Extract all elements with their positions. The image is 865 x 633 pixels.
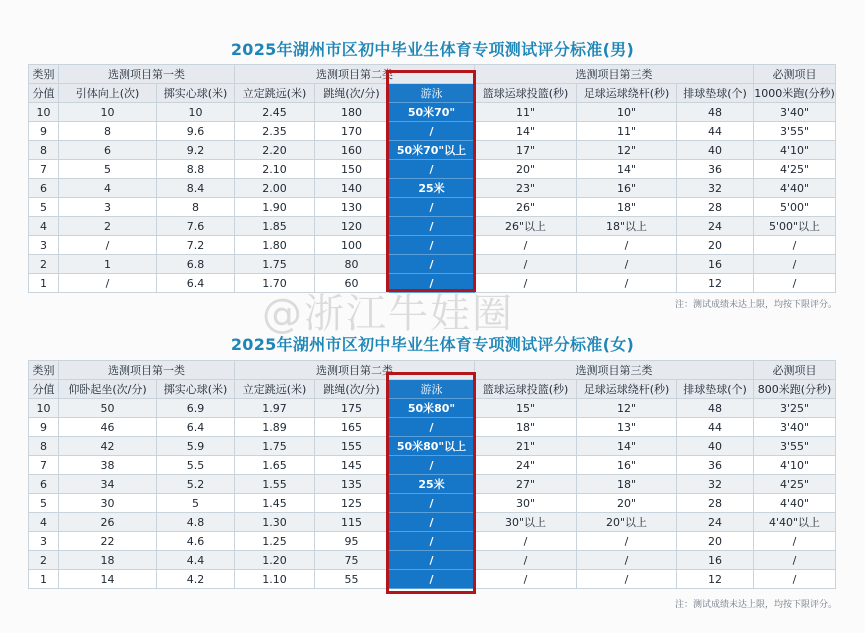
score-cell: 6 <box>29 475 59 494</box>
table-cell: 1.10 <box>235 570 315 589</box>
table-cell: 3 <box>59 198 157 217</box>
table-cell: 24 <box>677 217 754 236</box>
table-cell: 18" <box>577 198 677 217</box>
table-cell: / <box>475 255 577 274</box>
table-cell: / <box>577 236 677 255</box>
score-cell: 9 <box>29 122 59 141</box>
table-row <box>29 141 836 160</box>
table-cell: 4.2 <box>157 570 235 589</box>
table-row <box>29 198 836 217</box>
column-header: 掷实心球(米) <box>157 84 235 103</box>
female-score-table <box>28 360 836 589</box>
table-row <box>29 532 836 551</box>
male-score-table <box>28 64 836 293</box>
table-cell: 2.35 <box>235 122 315 141</box>
table-cell: 115 <box>315 513 389 532</box>
table-cell: 4'25" <box>754 475 836 494</box>
table-cell: 135 <box>315 475 389 494</box>
table-cell: 12 <box>677 570 754 589</box>
group1-header: 选测项目第一类 <box>59 361 235 380</box>
table-cell: 100 <box>315 236 389 255</box>
table-cell: 80 <box>315 255 389 274</box>
table-cell: 1.30 <box>235 513 315 532</box>
score-cell: 3 <box>29 532 59 551</box>
table-cell: 24 <box>677 513 754 532</box>
table-cell: 16 <box>677 255 754 274</box>
table-cell: / <box>577 532 677 551</box>
table-cell: / <box>577 274 677 293</box>
table-cell: 40 <box>677 141 754 160</box>
table-cell: 1.80 <box>235 236 315 255</box>
table-cell: 38 <box>59 456 157 475</box>
table-cell: 14 <box>59 570 157 589</box>
table-row <box>29 570 836 589</box>
table-cell: 32 <box>677 179 754 198</box>
table-row <box>29 122 836 141</box>
score-cell: 4 <box>29 217 59 236</box>
table-cell: 140 <box>315 179 389 198</box>
table-cell: 1 <box>59 255 157 274</box>
column-header: 足球运球绕杆(秒) <box>577 380 677 399</box>
table-cell: 50 <box>59 399 157 418</box>
table-cell: 4.4 <box>157 551 235 570</box>
table-cell: 10" <box>577 103 677 122</box>
table-cell: / <box>389 570 475 589</box>
table-row <box>29 437 836 456</box>
table-cell: 4'40" <box>754 494 836 513</box>
table-cell: / <box>754 236 836 255</box>
female-table-title: 2025年湖州市区初中毕业生体育专项测试评分标准(女) <box>230 335 635 354</box>
table-cell: 12" <box>577 141 677 160</box>
table-row <box>29 551 836 570</box>
table-cell: 24" <box>475 456 577 475</box>
table-cell: 2.00 <box>235 179 315 198</box>
score-cell: 7 <box>29 456 59 475</box>
score-cell: 4 <box>29 513 59 532</box>
table-cell: 30" <box>475 494 577 513</box>
table-cell: 125 <box>315 494 389 513</box>
table-row <box>29 513 836 532</box>
table-cell: 1.55 <box>235 475 315 494</box>
table-cell: 60 <box>315 274 389 293</box>
score-cell: 3 <box>29 236 59 255</box>
table-cell: 160 <box>315 141 389 160</box>
table-cell: 34 <box>59 475 157 494</box>
table-cell: 18" <box>577 475 677 494</box>
table-cell: 16" <box>577 179 677 198</box>
table-cell: 18"以上 <box>577 217 677 236</box>
table-cell: / <box>754 570 836 589</box>
table-cell: 21" <box>475 437 577 456</box>
category-header: 类别 <box>29 361 59 380</box>
table-cell: / <box>389 217 475 236</box>
table-cell: 11" <box>475 103 577 122</box>
table-row <box>29 494 836 513</box>
table-cell: / <box>754 551 836 570</box>
score-cell: 7 <box>29 160 59 179</box>
female-header-group-row <box>29 361 836 380</box>
table-cell: / <box>389 532 475 551</box>
female-header-columns-row <box>29 380 836 399</box>
table-cell: / <box>389 494 475 513</box>
column-header: 引体向上(次) <box>59 84 157 103</box>
group4-header: 必测项目 <box>754 65 836 84</box>
table-cell: 17" <box>475 141 577 160</box>
table-cell: 2.20 <box>235 141 315 160</box>
table-cell: 8.8 <box>157 160 235 179</box>
table-cell: 55 <box>315 570 389 589</box>
table-cell: 2.45 <box>235 103 315 122</box>
category-header: 类别 <box>29 65 59 84</box>
table-row <box>29 255 836 274</box>
table-cell: 28 <box>677 198 754 217</box>
table-cell: 50米80" <box>389 399 475 418</box>
table-cell: 23" <box>475 179 577 198</box>
table-cell: 150 <box>315 160 389 179</box>
table-cell: 170 <box>315 122 389 141</box>
table-cell: 2 <box>59 217 157 236</box>
table-cell: 44 <box>677 418 754 437</box>
table-cell: 4'25" <box>754 160 836 179</box>
column-header: 仰卧起坐(次/分) <box>59 380 157 399</box>
table-cell: 50米70"以上 <box>389 141 475 160</box>
table-cell: 5'00"以上 <box>754 217 836 236</box>
table-row <box>29 179 836 198</box>
table-cell: 95 <box>315 532 389 551</box>
table-cell: / <box>389 255 475 274</box>
column-header: 分值 <box>29 84 59 103</box>
column-header: 1000米跑(分秒) <box>754 84 836 103</box>
table-row <box>29 456 836 475</box>
table-cell: 20" <box>475 160 577 179</box>
table-cell: 5.9 <box>157 437 235 456</box>
table-cell: 75 <box>315 551 389 570</box>
table-cell: 40 <box>677 437 754 456</box>
table-cell: 4'10" <box>754 141 836 160</box>
table-cell: / <box>475 551 577 570</box>
table-cell: 3'25" <box>754 399 836 418</box>
table-cell: 48 <box>677 399 754 418</box>
table-cell: 6.9 <box>157 399 235 418</box>
table-cell: 1.90 <box>235 198 315 217</box>
table-cell: 8 <box>157 198 235 217</box>
table-cell: 26" <box>475 198 577 217</box>
table-cell: / <box>475 570 577 589</box>
table-cell: 13" <box>577 418 677 437</box>
table-cell: 25米 <box>389 475 475 494</box>
table-row <box>29 160 836 179</box>
table-cell: 165 <box>315 418 389 437</box>
table-cell: 5'00" <box>754 198 836 217</box>
table-cell: 8.4 <box>157 179 235 198</box>
table-cell: 8 <box>59 122 157 141</box>
table-cell: / <box>475 532 577 551</box>
table-cell: 6.4 <box>157 274 235 293</box>
table-cell: / <box>389 122 475 141</box>
female-note: 注：测试成绩未达上限，均按下限评分。 <box>674 600 837 610</box>
score-cell: 5 <box>29 494 59 513</box>
table-cell: 36 <box>677 456 754 475</box>
table-cell: 20"以上 <box>577 513 677 532</box>
table-cell: / <box>389 236 475 255</box>
table-cell: 120 <box>315 217 389 236</box>
table-cell: / <box>754 274 836 293</box>
table-cell: 42 <box>59 437 157 456</box>
table-cell: 14" <box>577 437 677 456</box>
male-note: 注：测试成绩未达上限，均按下限评分。 <box>674 300 837 310</box>
score-cell: 5 <box>29 198 59 217</box>
table-cell: 1.65 <box>235 456 315 475</box>
table-cell: / <box>389 456 475 475</box>
score-cell: 2 <box>29 255 59 274</box>
table-cell: 1.70 <box>235 274 315 293</box>
table-cell: 3'55" <box>754 437 836 456</box>
table-cell: 28 <box>677 494 754 513</box>
table-cell: 7.2 <box>157 236 235 255</box>
column-header: 篮球运球投篮(秒) <box>475 380 577 399</box>
column-header: 跳绳(次/分) <box>315 84 389 103</box>
table-cell: / <box>389 418 475 437</box>
table-cell: / <box>389 551 475 570</box>
male-header-group-row <box>29 65 836 84</box>
table-cell: / <box>59 274 157 293</box>
group2-header: 选测项目第二类 <box>235 65 475 84</box>
table-cell: / <box>59 236 157 255</box>
table-row <box>29 274 836 293</box>
table-cell: 6 <box>59 141 157 160</box>
column-header: 排球垫球(个) <box>677 84 754 103</box>
table-cell: 16 <box>677 551 754 570</box>
table-cell: 36 <box>677 160 754 179</box>
table-cell: 26 <box>59 513 157 532</box>
table-cell: 9.6 <box>157 122 235 141</box>
table-cell: / <box>389 513 475 532</box>
table-cell: 30 <box>59 494 157 513</box>
table-cell: 1.97 <box>235 399 315 418</box>
table-cell: 7.6 <box>157 217 235 236</box>
table-cell: / <box>389 198 475 217</box>
table-cell: 9.2 <box>157 141 235 160</box>
table-cell: 4 <box>59 179 157 198</box>
table-row <box>29 236 836 255</box>
table-cell: / <box>475 274 577 293</box>
table-cell: 20 <box>677 532 754 551</box>
score-cell: 1 <box>29 570 59 589</box>
group1-header: 选测项目第一类 <box>59 65 235 84</box>
table-cell: 3'40" <box>754 103 836 122</box>
table-cell: 12 <box>677 274 754 293</box>
table-cell: 12" <box>577 399 677 418</box>
table-cell: 46 <box>59 418 157 437</box>
table-cell: 11" <box>577 122 677 141</box>
table-cell: 4'40"以上 <box>754 513 836 532</box>
table-cell: / <box>389 160 475 179</box>
table-row <box>29 475 836 494</box>
table-cell: 145 <box>315 456 389 475</box>
table-cell: 4.6 <box>157 532 235 551</box>
table-cell: 4'40" <box>754 179 836 198</box>
table-cell: 32 <box>677 475 754 494</box>
male-header-columns-row <box>29 84 836 103</box>
column-header: 掷实心球(米) <box>157 380 235 399</box>
table-cell: 18 <box>59 551 157 570</box>
table-cell: 1.75 <box>235 255 315 274</box>
table-cell: 5 <box>59 160 157 179</box>
table-row <box>29 399 836 418</box>
table-cell: / <box>577 570 677 589</box>
table-cell: 25米 <box>389 179 475 198</box>
male-table-title: 2025年湖州市区初中毕业生体育专项测试评分标准(男) <box>230 40 635 59</box>
column-header: 立定跳远(米) <box>235 380 315 399</box>
table-cell: 1.75 <box>235 437 315 456</box>
table-cell: 1.25 <box>235 532 315 551</box>
table-row <box>29 217 836 236</box>
table-row <box>29 418 836 437</box>
table-cell: 3'40" <box>754 418 836 437</box>
column-header: 立定跳远(米) <box>235 84 315 103</box>
table-cell: 175 <box>315 399 389 418</box>
table-cell: / <box>389 274 475 293</box>
table-cell: 1.20 <box>235 551 315 570</box>
table-cell: 10 <box>157 103 235 122</box>
table-cell: 30"以上 <box>475 513 577 532</box>
column-header: 篮球运球投篮(秒) <box>475 84 577 103</box>
table-cell: 130 <box>315 198 389 217</box>
table-cell: 5 <box>157 494 235 513</box>
table-cell: / <box>754 532 836 551</box>
column-header: 游泳 <box>389 84 475 103</box>
score-cell: 8 <box>29 141 59 160</box>
group3-header: 选测项目第三类 <box>475 65 754 84</box>
table-cell: 14" <box>475 122 577 141</box>
table-cell: 18" <box>475 418 577 437</box>
score-cell: 10 <box>29 399 59 418</box>
column-header: 800米跑(分秒) <box>754 380 836 399</box>
table-cell: 4'10" <box>754 456 836 475</box>
column-header: 分值 <box>29 380 59 399</box>
table-cell: 15" <box>475 399 577 418</box>
table-cell: 44 <box>677 122 754 141</box>
score-cell: 10 <box>29 103 59 122</box>
table-cell: 10 <box>59 103 157 122</box>
table-cell: 3'55" <box>754 122 836 141</box>
table-cell: 180 <box>315 103 389 122</box>
table-cell: / <box>475 236 577 255</box>
score-cell: 9 <box>29 418 59 437</box>
table-cell: 20" <box>577 494 677 513</box>
score-cell: 8 <box>29 437 59 456</box>
score-cell: 1 <box>29 274 59 293</box>
group2-header: 选测项目第二类 <box>235 361 475 380</box>
table-cell: 14" <box>577 160 677 179</box>
table-cell: / <box>577 551 677 570</box>
table-cell: 48 <box>677 103 754 122</box>
column-header: 游泳 <box>389 380 475 399</box>
table-cell: 6.4 <box>157 418 235 437</box>
table-cell: 4.8 <box>157 513 235 532</box>
group4-header: 必测项目 <box>754 361 836 380</box>
table-cell: 155 <box>315 437 389 456</box>
table-cell: 50米80"以上 <box>389 437 475 456</box>
table-cell: / <box>577 255 677 274</box>
table-cell: 5.2 <box>157 475 235 494</box>
column-header: 排球垫球(个) <box>677 380 754 399</box>
watermark: @浙江牛娃圈 <box>262 291 514 337</box>
table-row <box>29 103 836 122</box>
group3-header: 选测项目第三类 <box>475 361 754 380</box>
table-cell: 16" <box>577 456 677 475</box>
table-cell: 1.89 <box>235 418 315 437</box>
table-cell: 50米70" <box>389 103 475 122</box>
table-cell: 1.45 <box>235 494 315 513</box>
table-cell: 26"以上 <box>475 217 577 236</box>
table-cell: / <box>754 255 836 274</box>
column-header: 足球运球绕杆(秒) <box>577 84 677 103</box>
table-cell: 1.85 <box>235 217 315 236</box>
table-cell: 5.5 <box>157 456 235 475</box>
table-cell: 27" <box>475 475 577 494</box>
score-cell: 2 <box>29 551 59 570</box>
column-header: 跳绳(次/分) <box>315 380 389 399</box>
table-cell: 2.10 <box>235 160 315 179</box>
table-cell: 6.8 <box>157 255 235 274</box>
table-cell: 20 <box>677 236 754 255</box>
score-cell: 6 <box>29 179 59 198</box>
table-cell: 22 <box>59 532 157 551</box>
